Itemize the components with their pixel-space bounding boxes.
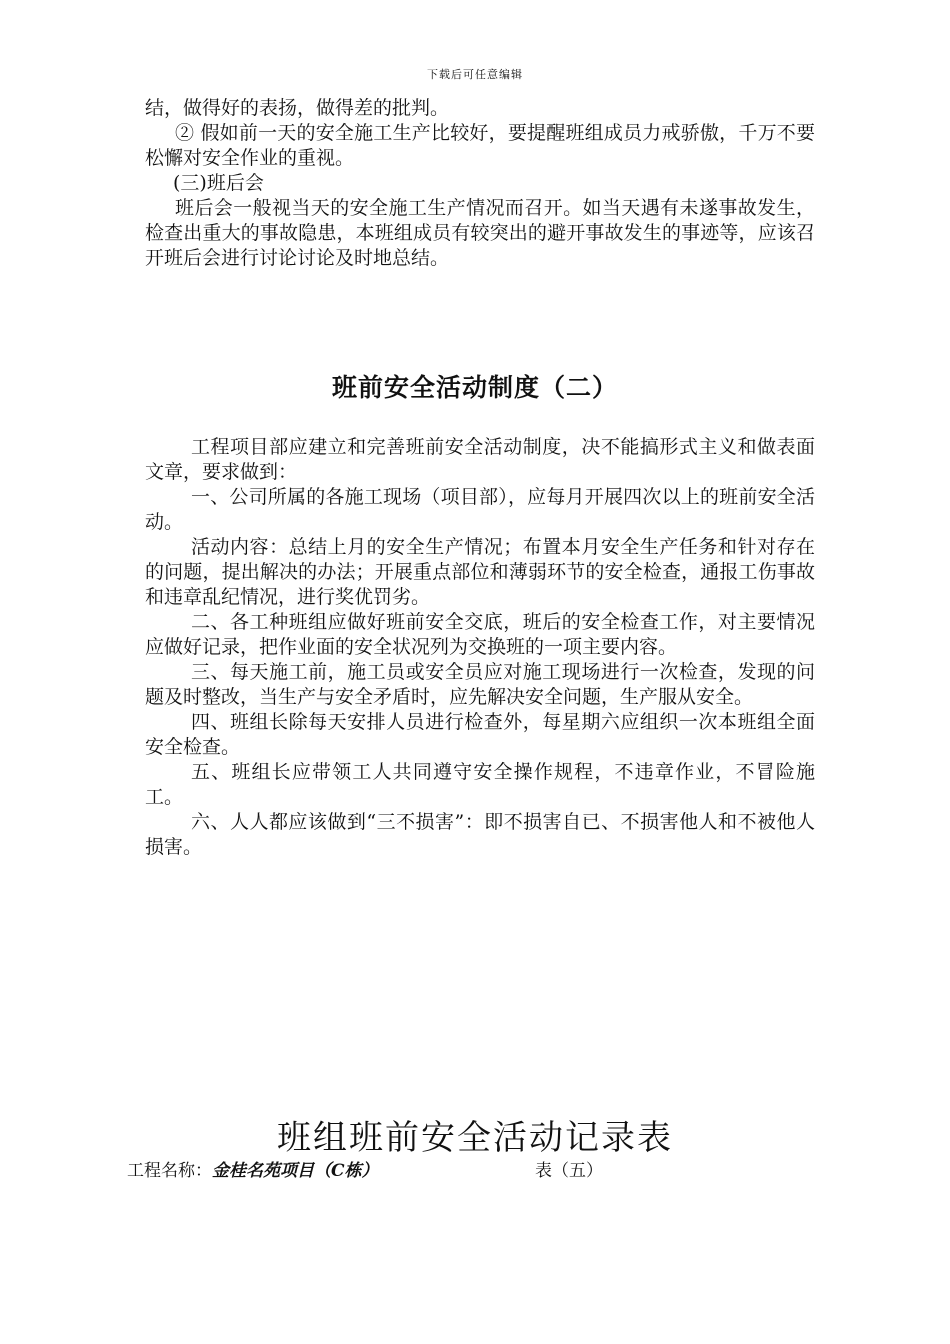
paragraph: 六、人人都应该做到“三不损害”：即不损害自已、不损害他人和不被他人损害。 (145, 811, 815, 858)
paragraph: 活动内容：总结上月的安全生产情况；布置本月安全生产任务和针对存在的问题，提出解决的办法；开展重点部位和薄弱环节的安全检查，通报工伤事故和违章乱纪情况，进行奖优罚劣。 (145, 536, 815, 608)
paragraph: 工程项目部应建立和完善班前安全活动制度，决不能搞形式主义和做表面文章，要求做到： (145, 436, 815, 483)
paragraph: 一、公司所属的各施工现场（项目部），应每月开展四次以上的班前安全活动。 (145, 486, 815, 533)
record-table-title: 班组班前安全活动记录表 (277, 1118, 673, 1158)
paragraph: 结，做得好的表扬，做得差的批判。 (145, 97, 450, 119)
paragraph: 四、班组长除每天安排人员进行检查外，每星期六应组织一次本班组全面安全检查。 (145, 711, 815, 758)
paragraph: 班后会一般视当天的安全施工生产情况而召开。如当天遇有未遂事故发生，检查出重大的事故隐患，本班组成员有较突出的避开事故发生的事迹等，应该召开班后会进行讨论讨论及时地总结。 (145, 197, 815, 269)
section1-text (145, 96, 815, 271)
subheading: (三)班后会 (173, 172, 264, 194)
header-note: 下载后可任意编辑 (427, 68, 523, 81)
table-number: 表（五） (535, 1161, 603, 1181)
project-label: 工程名称： (127, 1161, 212, 1181)
paragraph: 二、各工种班组应做好班前安全交底，班后的安全检查工作，对主要情况应做好记录，把作业面的安全状况列为交换班的一项主要内容。 (145, 611, 815, 658)
section2-text (145, 435, 815, 860)
paragraph: 三、每天施工前，施工员或安全员应对施工现场进行一次检查，发现的问题及时整改，当生产与安全矛盾时，应先解决安全问题，生产服从安全。 (145, 661, 815, 708)
section-title: 班前安全活动制度（二） (331, 373, 618, 402)
paragraph: ② 假如前一天的安全施工生产比较好，要提醒班组成员力戒骄傲，千万不要松懈对安全作业的重视。 (145, 122, 815, 169)
project-value: 金桂名苑项目（C栋） (212, 1161, 379, 1181)
project-line (127, 1156, 827, 1181)
paragraph: 五、班组长应带领工人共同遵守安全操作规程，不违章作业，不冒险施工。 (145, 761, 815, 808)
